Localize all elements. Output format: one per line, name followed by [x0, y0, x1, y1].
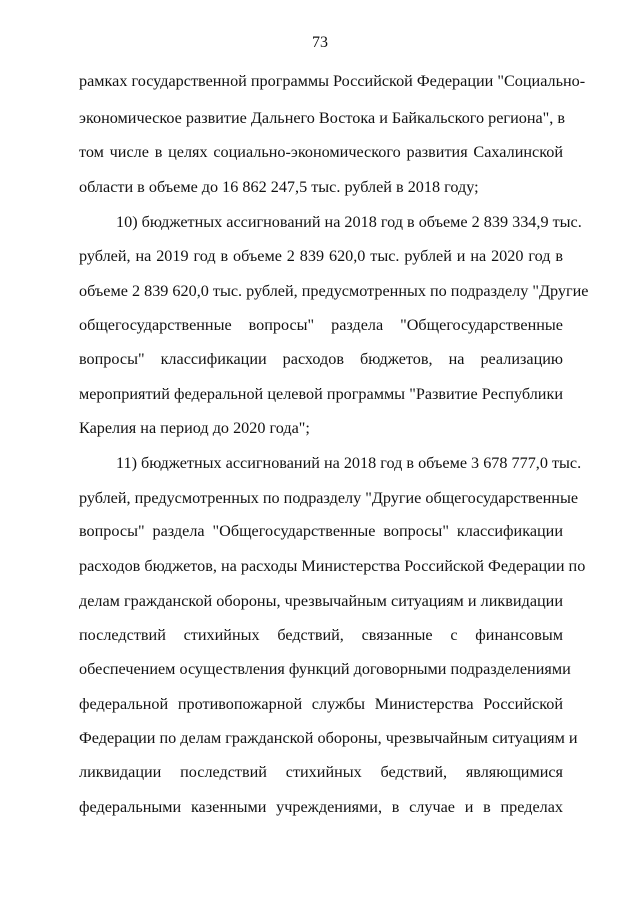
- text-line: рублей, на 2019 год в объеме 2 839 620,0 тыс. рублей и на 2020 год в: [79, 247, 563, 265]
- text-line: федеральной противопожарной службы Министерства Российской: [79, 695, 563, 713]
- text-line: экономическое развитие Дальнего Востока и Байкальского региона", в: [79, 109, 566, 127]
- text-line: мероприятий федеральной целевой программы "Развитие Республики: [79, 385, 563, 403]
- page-number: 73: [312, 34, 328, 51]
- text-line: рамках государственной программы Российской Федерации "Социально-: [79, 72, 586, 90]
- text-line: последствий стихийных бедствий, связанные с финансовым: [79, 626, 563, 644]
- text-line: вопросы" классификации расходов бюджетов, на реализацию: [79, 350, 563, 368]
- paragraph-10-first-line: 10) бюджетных ассигнований на 2018 год в объеме 2 839 334,9 тыс.: [116, 213, 582, 231]
- text-line: том числе в целях социально-экономического развития Сахалинской: [79, 143, 563, 161]
- paragraph-11-first-line: 11) бюджетных ассигнований на 2018 год в объеме 3 678 777,0 тыс.: [116, 454, 582, 472]
- text-line: делам гражданской обороны, чрезвычайным ситуациям и ликвидации: [79, 592, 563, 610]
- text-line: Федерации по делам гражданской обороны, чрезвычайным ситуациям и: [79, 729, 578, 747]
- text-line: рублей, предусмотренных по подразделу "Другие общегосударственные: [79, 489, 579, 507]
- text-line: ликвидации последствий стихийных бедствий, являющимися: [79, 763, 563, 781]
- text-line: обеспечением осуществления функций договорными подразделениями: [79, 660, 571, 678]
- text-line: федеральными казенными учреждениями, в случае и в пределах: [79, 798, 563, 816]
- text-line: общегосударственные вопросы" раздела "Общегосударственные: [79, 316, 563, 334]
- text-line: области в объеме до 16 862 247,5 тыс. рублей в 2018 году;: [79, 178, 479, 196]
- text-line: вопросы" раздела "Общегосударственные вопросы" классификации: [79, 522, 563, 540]
- text-line: расходов бюджетов, на расходы Министерства Российской Федерации по: [79, 557, 586, 575]
- text-line: Карелия на период до 2020 года";: [79, 419, 310, 437]
- text-line: объеме 2 839 620,0 тыс. рублей, предусмотренных по подразделу "Другие: [79, 282, 589, 300]
